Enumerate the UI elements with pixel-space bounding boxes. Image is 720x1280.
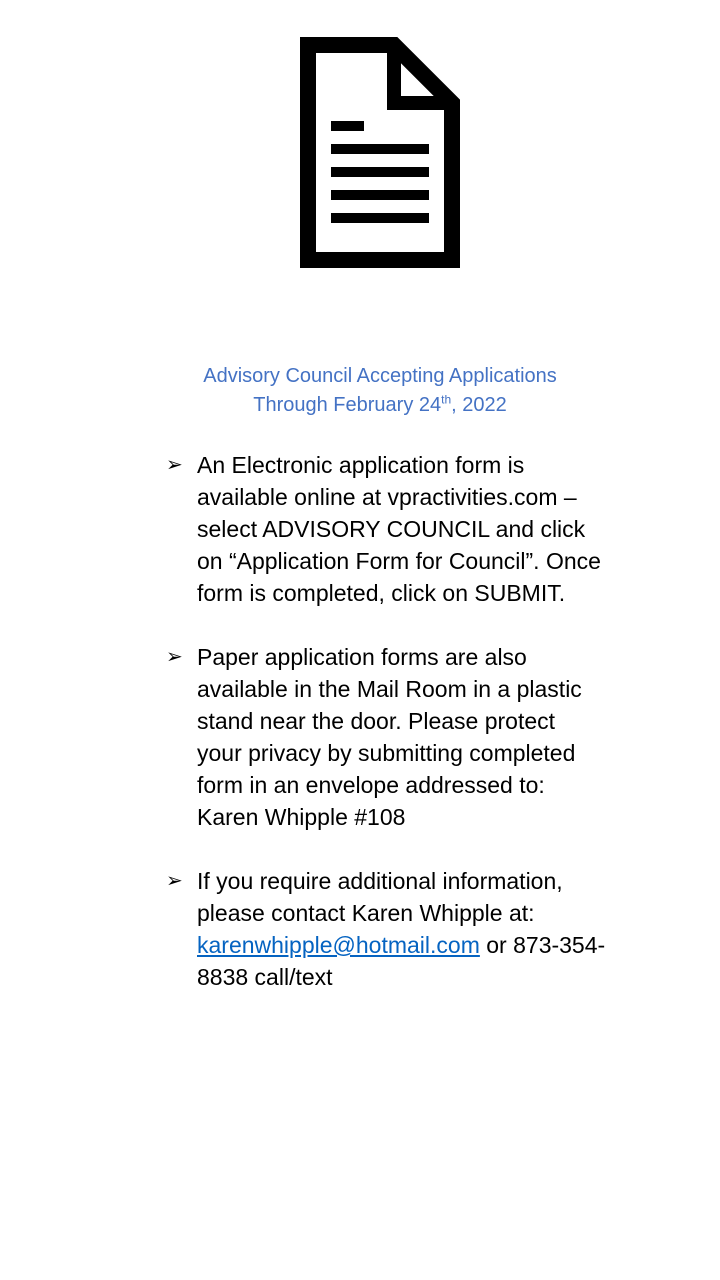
list-item-electronic-form bbox=[166, 449, 606, 609]
document-icon bbox=[300, 37, 460, 268]
list-item-contact bbox=[166, 865, 606, 993]
notice-heading bbox=[150, 362, 610, 420]
email-link[interactable]: karenwhipple@hotmail.com bbox=[197, 932, 480, 958]
heading-line-1: Advisory Council Accepting Applications bbox=[203, 365, 557, 387]
heading-date-prefix: Through February 24 bbox=[253, 394, 442, 416]
instruction-list bbox=[166, 449, 606, 1025]
bullet-text: Paper application forms are also available in the Mail Room in a plastic stand near the door. Please protect your privacy by submitting completed form in an envelope addressed to: Karen Whipple #108 bbox=[197, 644, 582, 830]
arrow-bullet-icon: ➢ bbox=[166, 870, 183, 892]
bullet-text-after: or 873-354-8838 call/text bbox=[197, 932, 606, 990]
bullet-text: An Electronic application form is available online at vpractivities.com – select ADVISORY COUNCIL and click on “Application Form for Council”. Once form is completed, click on SUBMIT. bbox=[197, 452, 601, 606]
heading-line-2 bbox=[150, 391, 610, 420]
arrow-bullet-icon: ➢ bbox=[166, 454, 183, 476]
heading-date-suffix: , 2022 bbox=[451, 394, 507, 416]
arrow-bullet-icon: ➢ bbox=[166, 646, 183, 668]
list-item-paper-form bbox=[166, 641, 606, 833]
heading-date-ordinal: th bbox=[441, 392, 452, 407]
bullet-text-before: If you require additional information, please contact Karen Whipple at: bbox=[197, 868, 563, 926]
